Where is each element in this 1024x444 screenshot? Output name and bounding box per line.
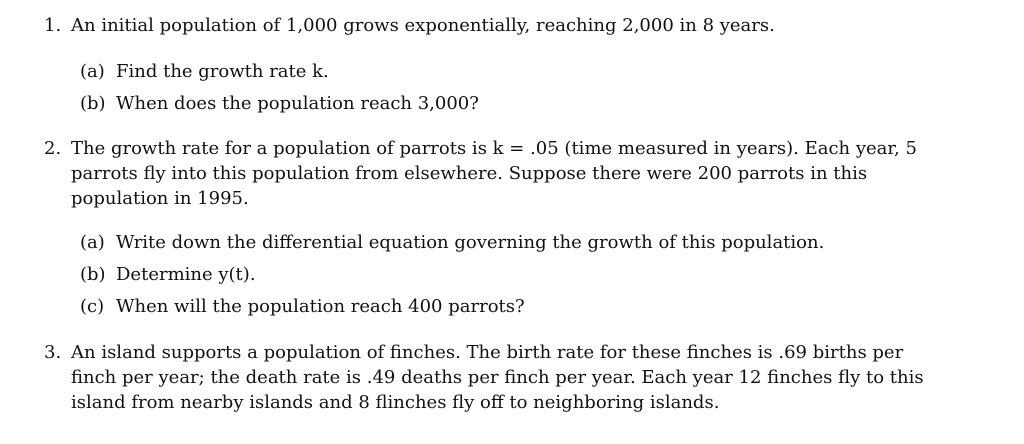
part-label: (a) [80, 61, 105, 82]
part-label: (b) [80, 264, 106, 285]
part-text: Determine y(t). [116, 264, 256, 285]
problem-1-part-b [80, 91, 479, 116]
problem-number: 3. [44, 342, 62, 363]
part-text: Find the growth rate k. [116, 61, 329, 82]
part-text: When does the population reach 3,000? [116, 93, 479, 114]
problem-2-part-b [80, 262, 256, 287]
problem-2-part-c [80, 294, 525, 319]
part-text: Write down the differential equation governing the growth of this population. [116, 232, 825, 253]
problem-2-part-a [80, 230, 824, 255]
part-label: (a) [80, 232, 105, 253]
part-label: (b) [80, 93, 106, 114]
problem-text: The growth rate for a population of parrots is k = .05 (time measured in years). Each year, 5 parrots fly into this population from elsewhere. Suppose there were 200 parrots in this population in 1995. [71, 138, 917, 209]
part-text: When will the population reach 400 parrots? [116, 296, 525, 317]
part-label: (c) [80, 296, 105, 317]
problem-text: An initial population of 1,000 grows exponentially, reaching 2,000 in 8 years. [71, 15, 775, 36]
problem-1-part-a [80, 59, 329, 84]
problem-number: 2. [44, 138, 62, 159]
problem-number: 1. [44, 15, 62, 36]
problem-text: An island supports a population of finches. The birth rate for these finches is .69 births per finch per year; the death rate is .49 deaths per finch per year. Each year 12 finches fly to this island from nearby islands and 8 flinches fly off to neighboring islands. [71, 342, 924, 413]
